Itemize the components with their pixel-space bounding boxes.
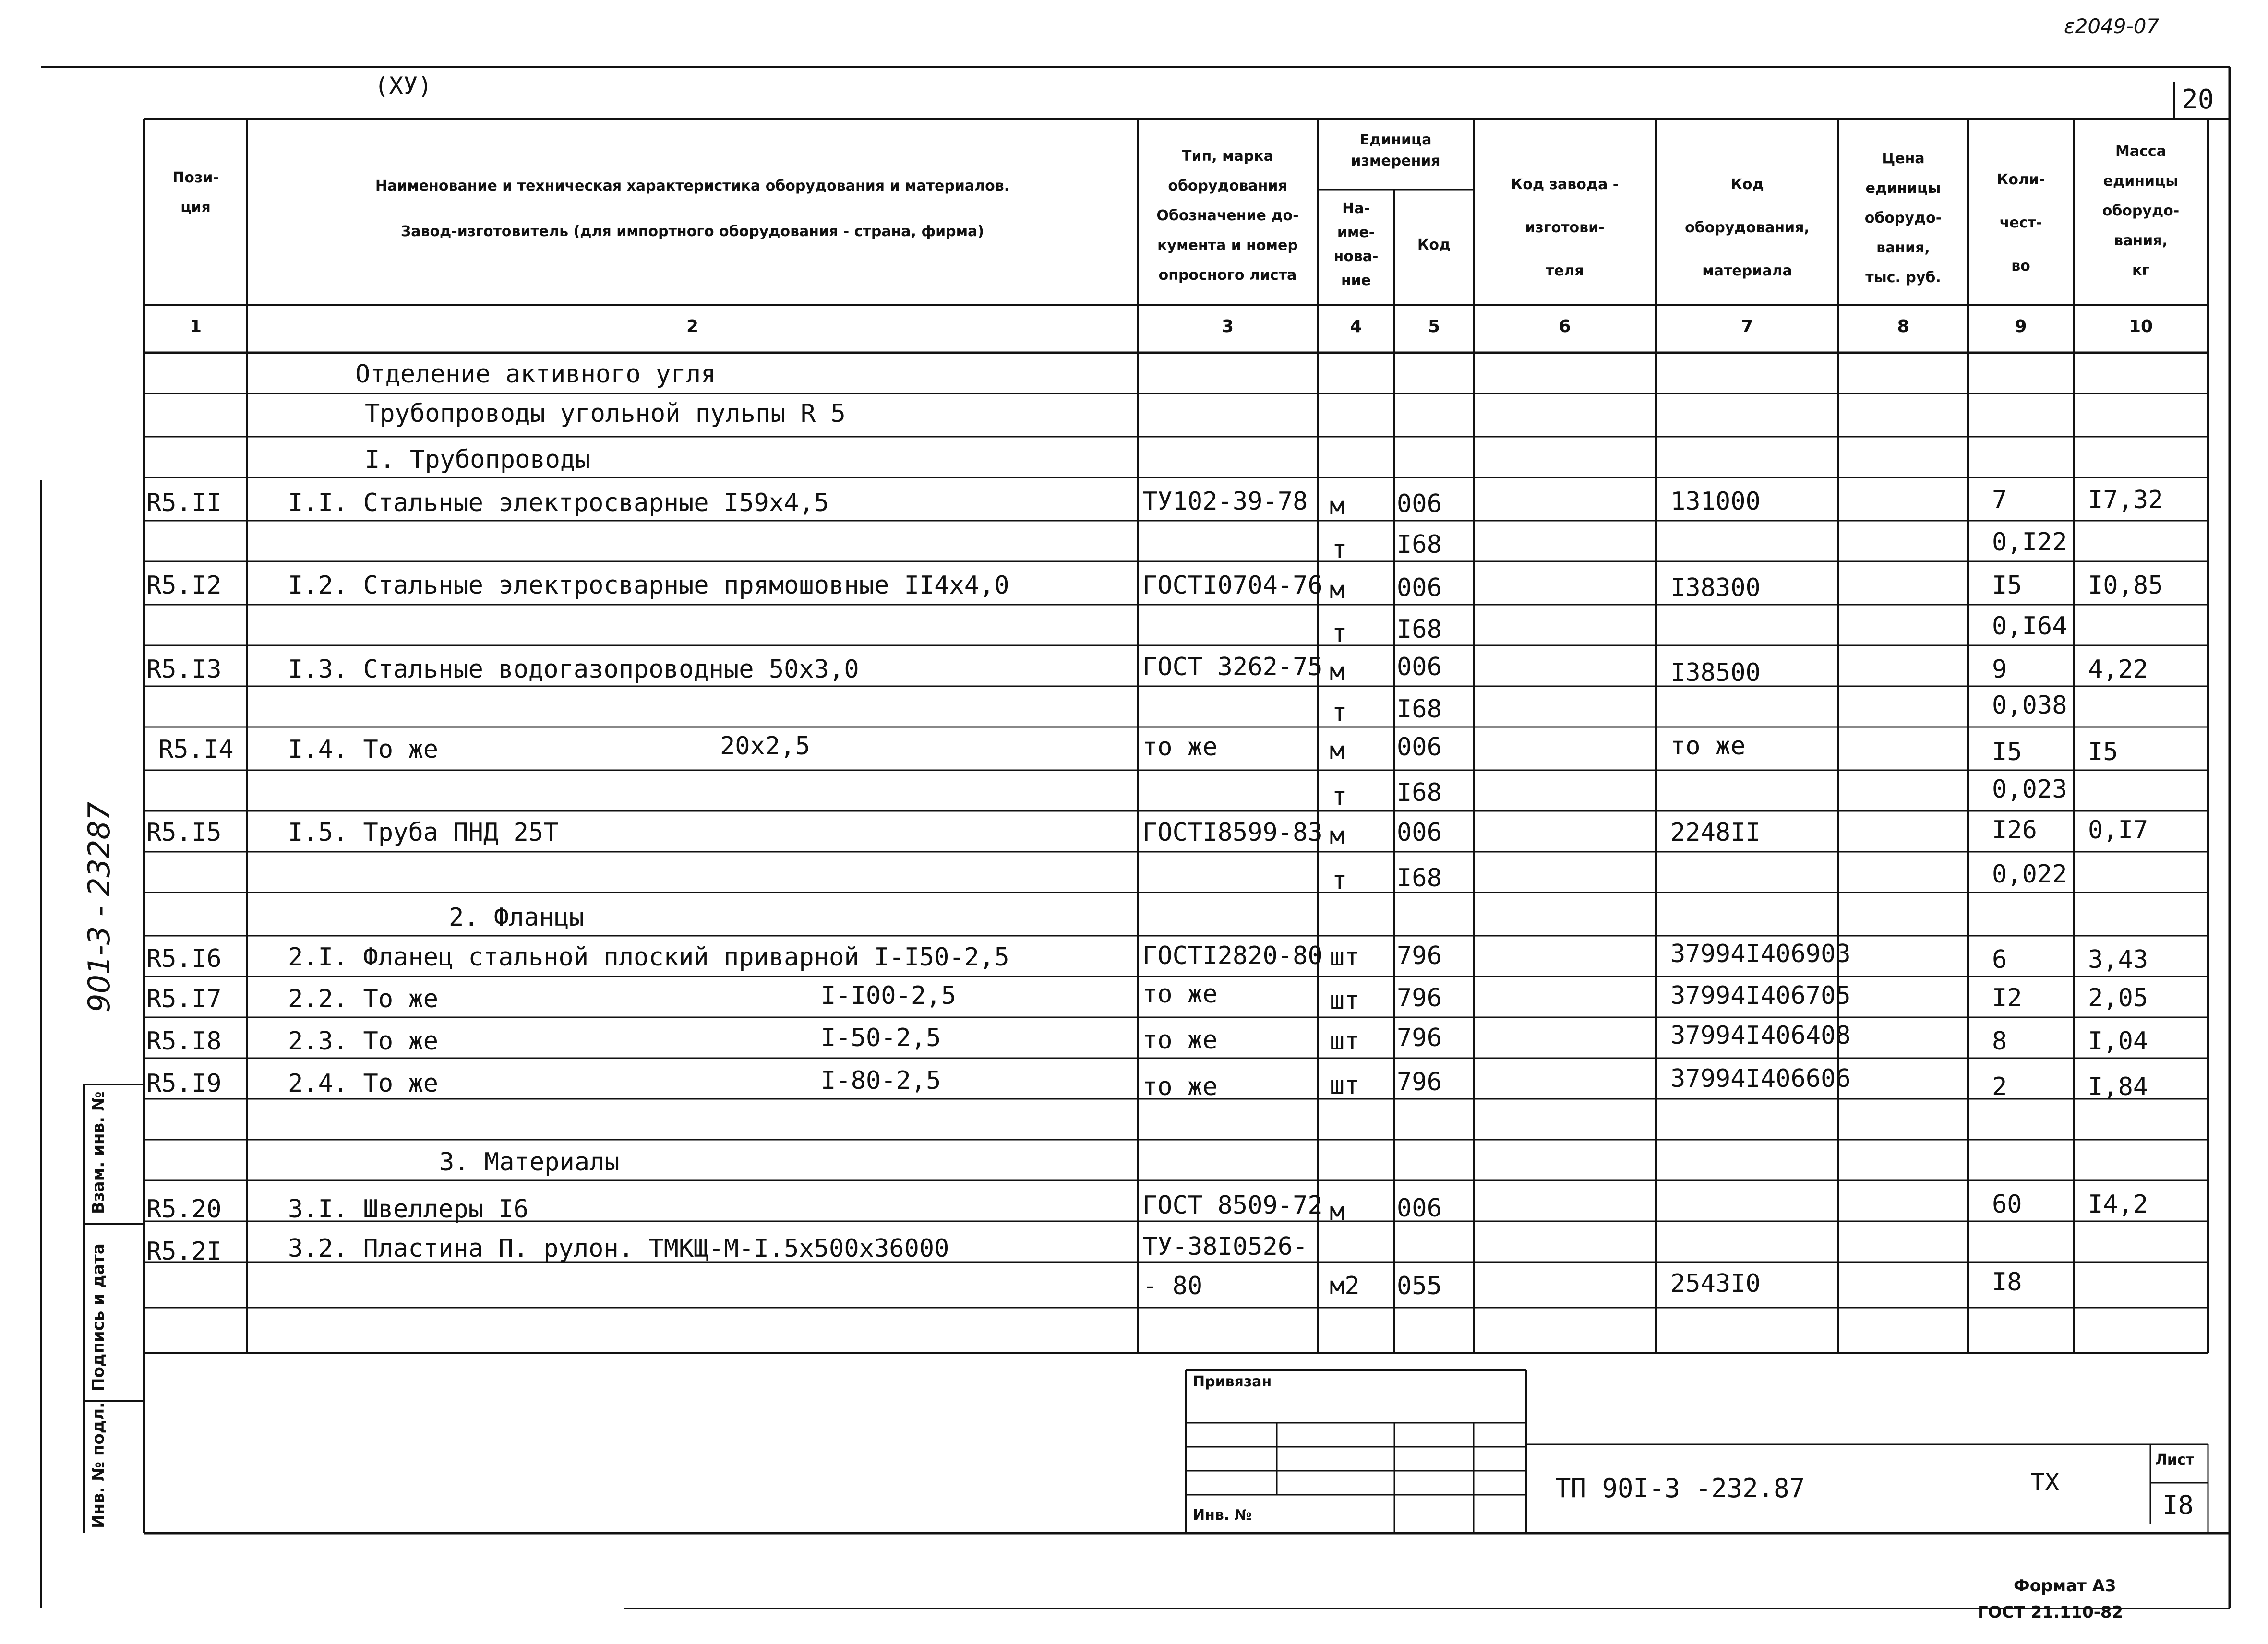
column-number: 8 [1897,317,1909,336]
row-name-size: I-80-2,5 [821,1066,941,1095]
section-title: I. Трубопроводы [365,445,590,474]
row-unit-code: I68 [1397,778,1442,807]
gost-label: ГОСТ 21.110-82 [1978,1603,2124,1622]
row-unit: т [1332,535,1347,564]
row-mass: 3,43 [2088,945,2148,974]
row-position: R5.I2 [146,571,222,600]
stamp-section: ТХ [2030,1468,2060,1496]
row-unit: т [1332,619,1347,648]
row-name: I.3. Стальные водогазопроводные 50х3,0 [288,655,859,684]
row-material-code: 2248II [1670,818,1761,847]
row-name: I.2. Стальные электросварные прямошовные II4х4,0 [288,571,1009,600]
row-mass: I,04 [2088,1027,2148,1056]
row-mass: I4,2 [2088,1190,2148,1219]
row-name: 2.4. То же [288,1069,439,1098]
column-number: 2 [686,317,699,336]
row-unit-code: 055 [1397,1272,1442,1300]
row-mass: 4,22 [2088,655,2148,684]
row-material-code: 2543I0 [1670,1269,1761,1298]
column-number: 7 [1741,317,1753,336]
row-type: ГОСТI8599-83 [1142,818,1323,847]
row-quantity: 60 [1992,1190,2022,1219]
row-unit: м [1330,737,1345,765]
column-number: 4 [1350,317,1362,336]
row-quantity: 2 [1992,1072,2007,1101]
margin-code: 901-3 - 23287 [82,801,117,1013]
row-position: R5.I9 [146,1069,222,1098]
row-unit-code: 796 [1397,941,1442,970]
header-col9: Коли- чест- во [1996,171,2045,274]
row-material-code: 37994I406705 [1670,981,1851,1010]
row-quantity: I26 [1992,816,2037,845]
row-quantity: 0,022 [1992,860,2067,889]
row-type: то же [1142,733,1218,762]
row-position: R5.20 [146,1195,222,1224]
row-position: R5.2I [146,1237,222,1266]
row-unit: шт [1330,1027,1360,1056]
row-quantity: 0,I64 [1992,612,2067,641]
corner-mark: ε2049-07 [2064,14,2160,38]
row-unit-code: I68 [1397,695,1442,724]
column-number: 9 [2015,317,2027,336]
section-title: Трубопроводы угольной пульпы R 5 [365,399,846,428]
header-col5: Код [1417,237,1451,253]
header-unit-group: Единица измерения [1351,131,1440,169]
row-material-code: 37994I406408 [1670,1021,1851,1050]
row-position: R5.II [146,488,222,517]
row-type: ГОСТI2820-80 [1142,941,1323,970]
row-unit-code: 006 [1397,489,1442,518]
column-number: 6 [1559,317,1571,336]
column-number: 5 [1428,317,1440,336]
row-type: ГОСТI0704-76 [1142,571,1323,600]
stamp-privyazan: Привязан [1193,1373,1272,1390]
row-material-code: I38300 [1670,573,1761,602]
stamp-doc-code: ТП 90I-3 -232.87 [1555,1473,1805,1503]
row-unit: м2 [1330,1272,1360,1300]
section-title: 3. Материалы [439,1148,620,1177]
margin-stamp-inv-podl: Инв. № подл. [89,1402,108,1528]
row-quantity: I8 [1992,1268,2022,1297]
row-quantity: 6 [1992,945,2007,974]
row-quantity: I5 [1992,571,2022,600]
row-unit-code: I68 [1397,615,1442,644]
row-unit: м [1330,1197,1345,1226]
row-mass: I0,85 [2088,571,2163,600]
row-mass: I,84 [2088,1072,2148,1101]
row-quantity: I2 [1992,984,2022,1013]
row-unit-code: 006 [1397,733,1442,762]
row-material-code: 37994I406903 [1670,940,1851,968]
header-col3: Тип, марка оборудования Обозначение до- кумента и номер опросного листа [1156,148,1299,284]
row-name: 3.I. Швеллеры I6 [288,1195,528,1224]
header-col2: Наименование и техническая характеристика оборудования и материалов. Завод-изготовитель (для импортного оборудования - страна, фирма) [375,178,1010,240]
row-unit: шт [1330,943,1360,972]
row-unit-code: I68 [1397,530,1442,559]
row-unit: т [1332,782,1347,811]
row-unit: м [1330,492,1345,521]
row-position: R5.I6 [146,944,222,973]
header-col10: Масса единицы оборудо- вания, кг [2102,143,2180,279]
stamp-inv-no: Инв. № [1193,1507,1252,1524]
row-mass: I5 [2088,738,2118,766]
row-unit: т [1332,698,1347,727]
row-name-size: I-50-2,5 [821,1024,941,1052]
row-material-code: I38500 [1670,658,1761,687]
margin-stamp-vzam: Взам. инв. № [89,1091,108,1214]
row-unit: м [1330,822,1345,850]
row-unit-code: 006 [1397,1194,1442,1223]
row-unit-code: 006 [1397,818,1442,847]
row-unit: шт [1330,1071,1360,1100]
row-name: I.4. То же [288,735,439,764]
row-mass: 0,I7 [2088,816,2148,845]
row-type: ГОСТ 8509-72 [1142,1191,1323,1220]
row-unit-code: 006 [1397,653,1442,681]
row-mass: 2,05 [2088,984,2148,1013]
section-title: Отделение активного угля [355,360,716,389]
row-type: ТУ102-39-78 [1142,487,1308,516]
row-unit-code: 796 [1397,984,1442,1013]
row-position: R5.I7 [146,985,222,1013]
row-quantity: 0,023 [1992,775,2067,804]
row-quantity: I5 [1992,738,2022,766]
row-unit: шт [1330,986,1360,1015]
row-type: то же [1142,1026,1218,1055]
row-position: R5.I5 [146,818,222,847]
section-title: 2. Фланцы [449,903,584,932]
header-col7: Код оборудования, материала [1685,176,1810,279]
row-name: I.5. Труба ПНД 25Т [288,818,559,847]
row-quantity: 0,038 [1992,691,2067,720]
row-name: 2.3. То же [288,1027,439,1056]
row-name: 2.I. Фланец стальной плоский приварной I-I50-2,5 [288,943,1009,972]
stamp-list-number: I8 [2162,1490,2194,1520]
header-col6: Код завода - изготови- теля [1511,176,1619,279]
xy-label: (XУ) [374,72,432,100]
row-material-code: 37994I406606 [1670,1064,1851,1093]
row-material-code: то же [1670,732,1746,761]
row-unit-code: I68 [1397,864,1442,893]
column-number: 10 [2128,317,2153,336]
row-unit: т [1332,866,1347,895]
row-unit: м [1330,576,1345,605]
row-position: R5.I4 [158,735,234,764]
column-number: 1 [189,317,202,336]
row-unit: м [1330,657,1345,686]
row-type: ТУ-38I0526- [1142,1232,1308,1261]
row-name-size: I-I00-2,5 [821,981,956,1010]
row-name: I.I. Стальные электросварные I59х4,5 [288,488,829,517]
row-material-code: 131000 [1670,487,1761,516]
row-quantity: 0,I22 [1992,528,2067,557]
row-unit-code: 006 [1397,573,1442,602]
row-unit-code: 796 [1397,1024,1442,1052]
row-quantity: 8 [1992,1027,2007,1056]
row-mass: I7,32 [2088,486,2163,514]
row-type: то же [1142,980,1218,1009]
margin-stamp-podpis: Подпись и дата [89,1243,108,1392]
row-type: ГОСТ 3262-75 [1142,653,1323,681]
header-col1: Пози- ция [172,169,219,216]
row-unit-code: 796 [1397,1068,1442,1096]
sheet-top-number: 20 [2182,84,2214,115]
row-position: R5.I8 [146,1027,222,1056]
row-name: 3.2. Пластина П. рулон. ТМКЩ-М-I.5х500х36000 [288,1234,949,1263]
header-col4: На- име- нова- ние [1333,200,1379,289]
row-name: 2.2. То же [288,985,439,1013]
format-label: Формат А3 [2014,1576,2116,1596]
row-quantity: 7 [1992,486,2007,514]
row-name-size: 20х2,5 [720,732,810,761]
row-type: то же [1142,1072,1218,1101]
header-col8: Цена единицы оборудо- вания, тыс. руб. [1864,150,1942,286]
column-number: 3 [1221,317,1234,336]
row-quantity: 9 [1992,655,2007,684]
stamp-list-label: Лист [2155,1452,2195,1468]
row-position: R5.I3 [146,655,222,684]
row-type: - 80 [1142,1272,1203,1300]
